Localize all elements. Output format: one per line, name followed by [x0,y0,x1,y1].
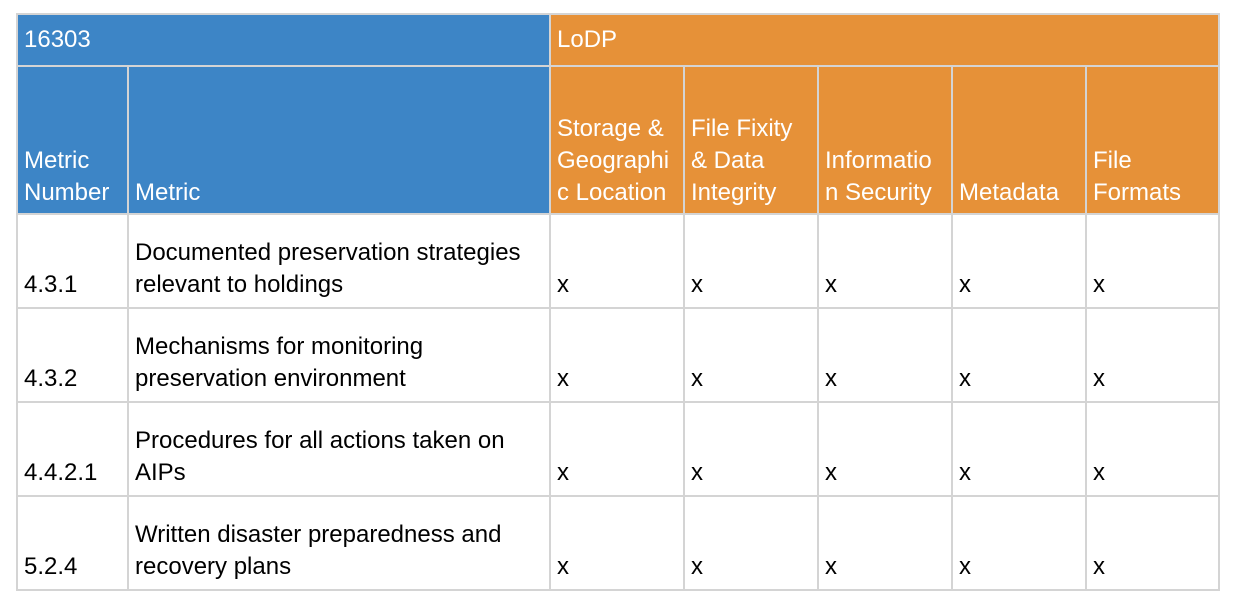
header-metric [128,66,550,214]
fixity-cell: x [684,402,818,496]
table-row [17,214,1219,308]
formats-cell: x [1086,402,1219,496]
table-top-header-row [17,14,1219,66]
header-metadata-label: Metadata [959,179,1060,206]
header-fixity [684,66,818,214]
security-cell: x [818,308,952,402]
formats-cell: x [1086,214,1219,308]
metric-cell: Procedures for all actions taken on AIPs [128,402,550,496]
header-storage [550,66,684,214]
fixity-cell: x [684,214,818,308]
storage-cell: x [550,496,684,590]
header-metadata [952,66,1086,214]
metadata-cell: x [952,496,1086,590]
metadata-cell: x [952,402,1086,496]
header-metric-number [17,66,128,214]
fixity-cell: x [684,308,818,402]
formats-cell: x [1086,308,1219,402]
metric-number-cell: 5.2.4 [17,496,128,590]
lodp-group-cell [550,14,1219,66]
table-row [17,402,1219,496]
lodp-group-label: LoDP [557,26,618,53]
storage-cell: x [550,308,684,402]
metrics-table [16,13,1220,591]
metric-number-cell: 4.3.1 [17,214,128,308]
header-security [818,66,952,214]
metric-cell: Documented preservation strategies relevant to holdings [128,214,550,308]
table-row [17,496,1219,590]
table-id-label: 16303 [24,26,91,53]
security-cell: x [818,496,952,590]
fixity-cell: x [684,496,818,590]
header-security-label: Information Security [825,147,932,206]
security-cell: x [818,214,952,308]
storage-cell: x [550,402,684,496]
metric-number-cell: 4.3.2 [17,308,128,402]
header-metric-number-label: Metric Number [24,147,110,206]
metadata-cell: x [952,214,1086,308]
header-formats [1086,66,1219,214]
header-storage-label: Storage & Geographic Location [557,115,670,206]
security-cell: x [818,402,952,496]
metric-number-cell: 4.4.2.1 [17,402,128,496]
column-header-row [17,66,1219,214]
header-formats-label: File Formats [1093,147,1182,206]
header-fixity-label: File Fixity & Data Integrity [691,115,793,206]
storage-cell: x [550,214,684,308]
header-metric-label: Metric [135,179,201,206]
metric-cell: Written disaster preparedness and recovery plans [128,496,550,590]
metric-cell: Mechanisms for monitoring preservation environment [128,308,550,402]
table-id-cell [17,14,550,66]
metadata-cell: x [952,308,1086,402]
formats-cell: x [1086,496,1219,590]
table-row [17,308,1219,402]
